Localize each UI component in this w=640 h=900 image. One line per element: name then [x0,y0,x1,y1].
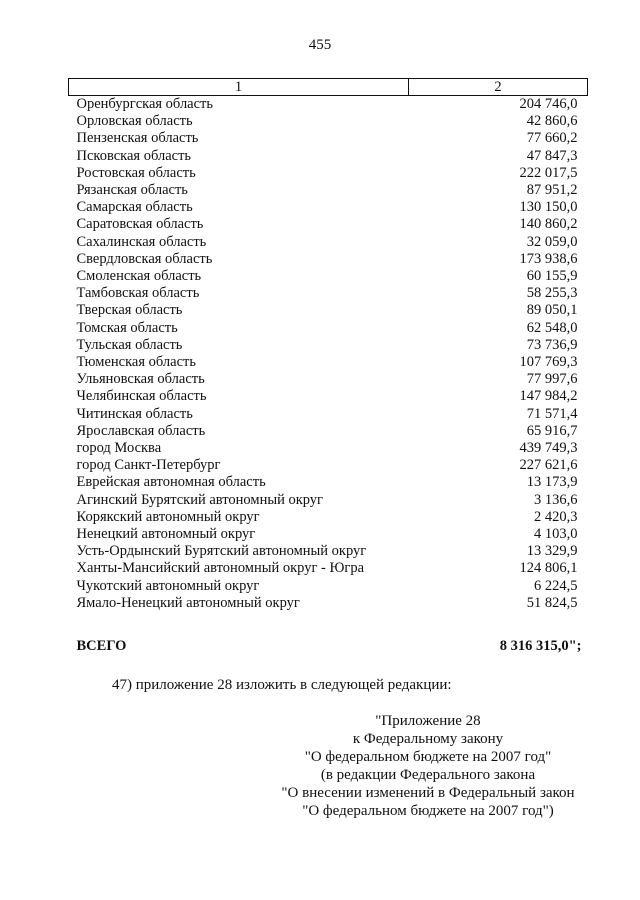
table-row [69,388,588,405]
appendix-line: "О федеральном бюджете на 2007 год") [302,803,554,819]
region-value: 51 824,5 [526,594,578,611]
region-name: Пензенская область [76,130,199,147]
table-row [69,320,588,337]
region-value: 32 059,0 [526,233,578,250]
total-value: 8 316 315,0"; [499,638,582,655]
region-value: 71 571,4 [526,405,578,422]
region-name: Чукотский автономный округ [76,577,260,594]
region-value: 47 847,3 [526,147,578,164]
region-name: город Москва [76,440,162,457]
region-value: 107 769,3 [519,354,578,371]
region-name: Орловская область [76,113,193,130]
table-row [69,96,588,114]
table-row [69,113,588,130]
region-name: Ярославская область [76,422,206,439]
region-name: Корякский автономный округ [76,508,260,525]
region-value: 3 136,6 [534,491,578,508]
region-value: 87 951,2 [526,182,578,199]
page-number: 455 [308,37,332,53]
table-row [69,406,588,423]
table-row [69,268,588,285]
region-name: Читинская область [76,405,193,422]
region-name: Тульская область [76,336,183,353]
region-value: 227 621,6 [519,457,578,474]
region-name: город Санкт-Петербург [76,457,221,474]
table-row [69,578,588,595]
table-row [69,595,588,612]
appendix-line: (в редакции Федерального закона [320,767,536,783]
table-row [69,457,588,474]
table-row [69,509,588,526]
region-value: 222 017,5 [519,164,578,181]
region-rows [69,96,588,613]
table-row [69,543,588,560]
region-value: 4 103,0 [534,526,578,543]
table-row [69,165,588,182]
region-value: 42 860,6 [526,113,578,130]
region-name: Еврейская автономная область [76,474,266,491]
region-name: Ростовская область [76,164,196,181]
region-name: Смоленская область [76,268,202,285]
table-row [69,337,588,354]
region-name: Ульяновская область [76,371,205,388]
region-value: 2 420,3 [534,508,578,525]
region-value: 147 984,2 [519,388,578,405]
region-value: 77 660,2 [526,130,578,147]
region-value: 6 224,5 [534,577,578,594]
table-row [69,492,588,509]
table-row [69,423,588,440]
region-value: 58 255,3 [526,285,578,302]
table-row [69,560,588,577]
region-value: 124 806,1 [519,560,578,577]
region-name: Псковская область [76,147,192,164]
allocation-table [68,78,588,656]
region-value: 62 548,0 [526,319,578,336]
region-value: 73 736,9 [526,336,578,353]
column-header-1: 1 [69,79,409,96]
region-name: Ямало-Ненецкий автономный округ [76,594,300,611]
region-value: 140 860,2 [519,216,578,233]
total-row [69,612,588,656]
region-name: Тюменская область [76,354,196,371]
appendix-heading [268,712,588,820]
region-value: 439 749,3 [519,440,578,457]
table-header-row [69,79,588,96]
region-name: Агинский Бурятский автономный округ [76,491,323,508]
table-row [69,302,588,319]
table-row [69,474,588,491]
table-row [69,234,588,251]
amendment-instruction: 47) приложение 28 изложить в следующей редакции: [112,677,452,693]
table-row [69,148,588,165]
region-name: Оренбургская область [76,96,214,112]
appendix-line: к Федеральному закону [352,731,504,747]
region-name: Ненецкий автономный округ [76,526,256,543]
table-row [69,285,588,302]
table-row [69,526,588,543]
appendix-line: "О федеральном бюджете на 2007 год" [304,749,552,765]
region-value: 130 150,0 [519,199,578,216]
region-value: 77 997,6 [526,371,578,388]
allocation-table-container [68,78,587,656]
region-name: Ханты-Мансийский автономный округ - Югра [76,560,365,577]
region-value: 60 155,9 [526,268,578,285]
appendix-line: "Приложение 28 [375,713,481,729]
total-label: ВСЕГО [76,638,127,655]
region-value: 89 050,1 [526,302,578,319]
region-value: 204 746,0 [519,96,578,112]
table-row [69,251,588,268]
table-row [69,130,588,147]
region-name: Рязанская область [76,182,188,199]
column-header-2: 2 [409,79,588,96]
table-row [69,354,588,371]
region-name: Сахалинская область [76,233,207,250]
table-row [69,216,588,233]
table-row [69,371,588,388]
region-name: Усть-Ордынский Бурятский автономный округ [76,543,367,560]
region-name: Самарская область [76,199,193,216]
region-value: 13 329,9 [526,543,578,560]
region-value: 173 938,6 [519,250,578,267]
region-name: Свердловская область [76,250,213,267]
region-name: Тверская область [76,302,183,319]
region-name: Тамбовская область [76,285,200,302]
region-value: 65 916,7 [526,422,578,439]
appendix-line: "О внесении изменений в Федеральный закон [281,785,575,801]
region-value: 13 173,9 [526,474,578,491]
region-name: Томская область [76,319,178,336]
table-row [69,199,588,216]
region-name: Челябинская область [76,388,207,405]
table-row [69,182,588,199]
region-name: Саратовская область [76,216,204,233]
table-row [69,440,588,457]
